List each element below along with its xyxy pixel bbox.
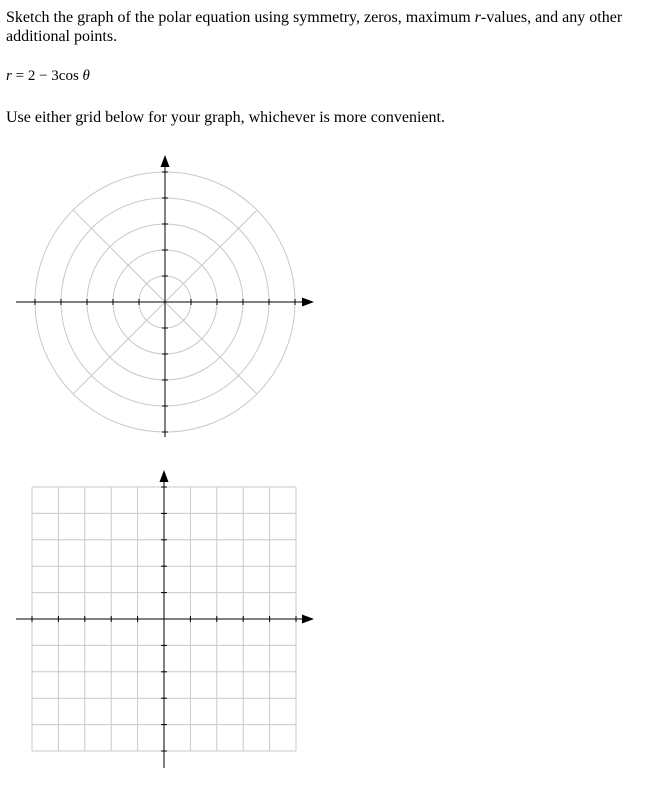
- grid-choice-note: Use either grid below for your graph, whichever is more convenient.: [6, 109, 445, 126]
- equation-equals: =: [11, 68, 28, 84]
- equation-func: cos: [58, 68, 79, 84]
- instruction-r-variable: r: [474, 9, 481, 26]
- instruction-text-2: -values, and any other additional points.: [6, 9, 623, 45]
- polar-equation: [6, 67, 90, 85]
- rectangular-grid[interactable]: [0, 465, 330, 770]
- problem-instruction: [6, 8, 626, 46]
- instruction-text-1: Sketch the graph of the polar equation using symmetry, zeros, maximum: [6, 9, 475, 26]
- equation-theta: θ: [82, 68, 90, 84]
- rect-x-arrow: [302, 615, 314, 624]
- rect-y-arrow: [160, 470, 169, 482]
- polar-x-arrow: [302, 298, 314, 307]
- equation-lhs: r: [6, 68, 12, 84]
- equation-number: 2 − 3: [27, 68, 59, 84]
- polar-y-arrow: [161, 155, 170, 167]
- polar-grid[interactable]: [0, 150, 330, 440]
